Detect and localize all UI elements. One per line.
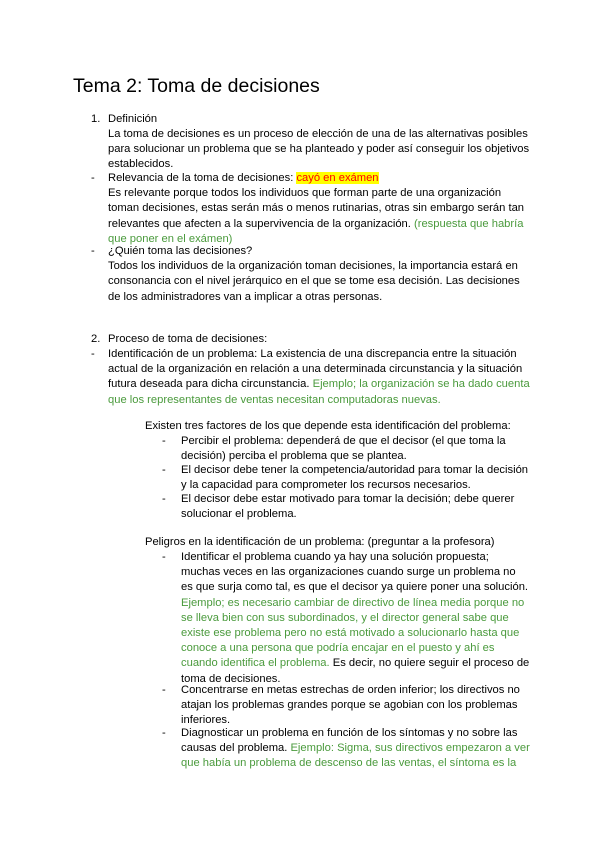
text-line: Todos los individuos de la organización toman decisiones, la importancia estará en [108,260,518,273]
text-line: muchas veces en las organizaciones cuando surge un problema no [181,566,516,579]
text-line-mixed [108,377,530,392]
text-line: Identificar el problema cuando ya hay una solución propuesta; [181,551,489,563]
page-title: Tema 2: Toma de decisiones [73,75,320,97]
text-green-note: cuando identifica el problema. [181,657,330,670]
factors-intro: Existen tres factores de los que depende esta identificación del problema: [145,420,511,432]
text-line: es que surja como tal, es que el decisor ya quiere poner una solución. [181,581,529,594]
text-line: para solucionar un problema que se ha planteado y poder así conseguir los objetivos [108,143,530,156]
text-line: toman decisiones, estas serán más o menos rutinarias, otras sin embargo serán tan [108,202,525,215]
text-line: El decisor debe tener la competencia/autoridad para tomar la decisión [181,464,529,476]
bullet-danger: - [162,727,166,739]
text-line: Identificación de un problema: La existencia de una discrepancia entre la situación [108,348,517,360]
text-black: causas del problema. [181,742,291,755]
definition-text [108,127,529,173]
text-black: relevantes que afecten a la supervivencia de la organización. [108,217,414,230]
who-heading: ¿Quién toma las decisiones? [108,245,253,257]
text-line: La toma de decisiones es un proceso de elección de una de las alternativas posibles [108,128,528,140]
text-line-mixed [181,656,529,671]
section-1-heading: Definición [108,113,158,125]
bullet-relevance: - [91,172,95,184]
text-green-note: Ejemplo; la organización se ha dado cuenta [312,378,530,391]
who-block [108,244,520,305]
text-line: de los administradores van a implicar a otras personas. [108,290,383,303]
section-1-number: 1. [91,113,101,125]
bullet-danger: - [162,551,166,563]
section-2-number: 2. [91,333,101,345]
text-green-note: Ejemplo; es necesario cambiar de directivo de línea media porque no [181,596,525,609]
text-line: Percibir el problema: dependerá de que el decisor (el que toma la [181,435,506,447]
bullet-who: - [91,245,95,257]
text-line: Concentrarse en metas estrechas de orden inferior; los directivos no [181,684,520,696]
text-line: atajan los problemas grandes porque se agobian con los problemas [181,699,518,712]
text-line: inferiores. [181,714,231,727]
bullet-factor: - [162,464,166,476]
bullet-identification: - [91,348,95,360]
text-line: decisión) perciba el problema que se plantea. [181,450,407,463]
text-line: solucionar el problema. [181,508,297,521]
text-green-note: que los representantes de ventas necesitan computadoras nuevas. [108,393,441,406]
factor-item [181,434,506,464]
text-green-note: Ejemplo: Sigma, sus directivos empezaron a ver [290,742,530,755]
text-green-note: que había un problema de descenso de las ventas, el síntoma es la [181,757,517,770]
relevance-block [108,171,524,247]
factor-item [181,492,514,522]
relevance-label: Relevancia de la toma de decisiones: [108,172,297,184]
bullet-factor: - [162,435,166,447]
section-2-heading: Proceso de toma de decisiones: [108,333,268,345]
exam-highlight: cayó en exámen [296,172,379,184]
danger-item [181,550,529,687]
text-line: El decisor debe estar motivado para tomar la decisión; debe querer [181,493,515,505]
text-line: consonancia con el nivel jerárquico en el que se tome esa decisión. Las decisiones [108,275,520,288]
relevance-heading-line [108,171,524,186]
danger-item [181,683,520,729]
text-line: establecidos. [108,158,174,171]
text-line-mixed [108,217,524,232]
identification-block [108,347,530,408]
text-line: actual de la organización en relación a una determinada circunstancia y la situación [108,363,523,376]
text-green-note: que poner en el exámen) [108,232,233,245]
text-green-note: (respuesta que habría [414,217,524,230]
factor-item [181,463,528,493]
text-line: toma de decisiones. [181,672,281,685]
dangers-intro: Peligros en la identificación de un problema: (preguntar a la profesora) [145,536,495,548]
text-line: Diagnosticar un problema en función de los síntomas y no sobre las [181,727,518,739]
text-line: Es relevante porque todos los individuos que forman parte de una organización [108,187,502,200]
text-line-mixed [181,741,530,756]
text-green-note: conoce a una persona que podría encajar en el puesto y ahí es [181,642,495,655]
bullet-factor: - [162,493,166,505]
text-green-note: existe ese problema pero no está motivado a solucionarlo hasta que [181,627,520,640]
text-black: Es decir, no quiere seguir el proceso de [329,657,530,670]
text-black: futura deseada para dicha circunstancia. [108,378,313,391]
text-green-note: se lleva bien con sus subordinados, y el director general sabe que [181,611,509,624]
danger-item [181,726,530,772]
text-line: y la capacidad para comprometer los recursos necesarios. [181,479,471,492]
bullet-danger: - [162,684,166,696]
